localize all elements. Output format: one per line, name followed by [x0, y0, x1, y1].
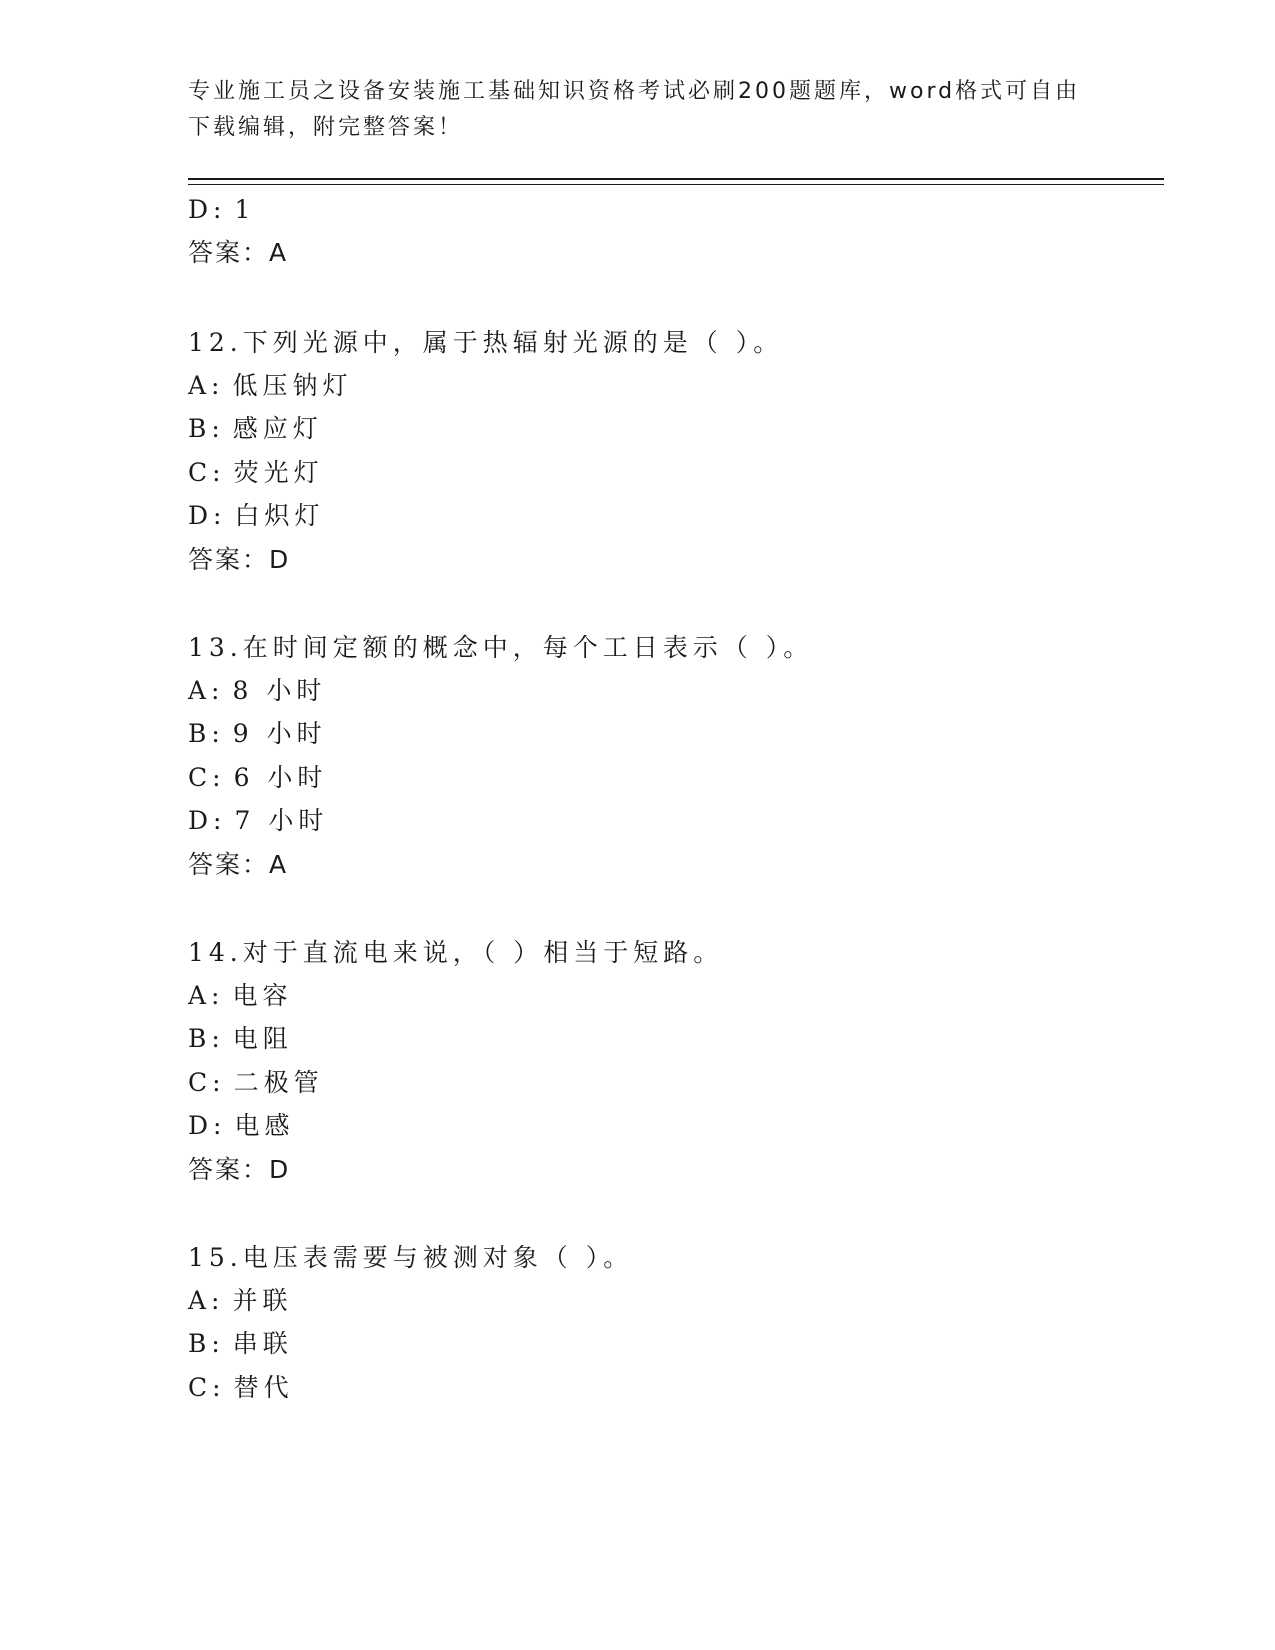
question-13-option-b: [188, 718, 327, 750]
option-text: 9 小时: [232, 719, 327, 748]
document-header: [188, 74, 1088, 146]
option-text: 6 小时: [233, 763, 328, 792]
option-label: C:: [188, 1068, 226, 1097]
option-label: A:: [188, 371, 225, 400]
question-12-answer: 答案：D: [188, 545, 291, 574]
option-label: B:: [188, 1329, 225, 1358]
option-text: 8 小时: [232, 676, 327, 705]
option-text: 并联: [232, 1286, 293, 1315]
question-14-option-a: [188, 980, 293, 1012]
question-12-option-d: [188, 500, 324, 532]
option-label: C:: [188, 1373, 226, 1402]
option-text: 1: [234, 195, 256, 224]
question-13-option-d: [188, 805, 328, 837]
option-label: D:: [188, 806, 227, 835]
carryover-option-d: [188, 194, 255, 226]
header-rule-thin: [188, 184, 1164, 185]
question-12-option-b: [188, 413, 323, 445]
question-15-option-c: [188, 1372, 294, 1404]
option-label: A:: [188, 1286, 225, 1315]
question-14-stem: 14.对于直流电来说，（ ）相当于短路。: [188, 938, 724, 967]
option-label: B:: [188, 1024, 225, 1053]
option-label: A:: [188, 981, 225, 1010]
header-line-2: 下载编辑，附完整答案！: [188, 115, 464, 140]
option-text: 感应灯: [232, 414, 323, 443]
option-text: 串联: [232, 1329, 293, 1358]
option-label: D:: [188, 195, 227, 224]
header-rule-thick: [188, 178, 1164, 180]
option-text: 低压钠灯: [232, 371, 353, 400]
question-15-option-b: [188, 1328, 293, 1360]
question-12-option-c: [188, 457, 324, 489]
question-15-option-a: [188, 1285, 293, 1317]
question-14-option-d: [188, 1110, 294, 1142]
option-text: 电阻: [232, 1024, 293, 1053]
question-15-stem: 15.电压表需要与被测对象（ ）。: [188, 1243, 634, 1272]
carryover-answer: 答案：A: [188, 238, 289, 267]
option-label: D:: [188, 501, 227, 530]
question-13-option-c: [188, 762, 327, 794]
option-text: 二极管: [233, 1068, 324, 1097]
question-14-option-b: [188, 1023, 293, 1055]
option-label: B:: [188, 719, 225, 748]
question-13-option-a: [188, 675, 326, 707]
question-12-stem: 12.下列光源中，属于热辐射光源的是（ ）。: [188, 328, 784, 357]
header-line-1: 专业施工员之设备安装施工基础知识资格考试必刷200题题库，word格式可自由: [188, 79, 1081, 104]
question-14-option-c: [188, 1067, 324, 1099]
option-text: 白炽灯: [234, 501, 325, 530]
option-label: A:: [188, 676, 225, 705]
option-text: 电感: [234, 1111, 295, 1140]
option-text: 荧光灯: [233, 458, 324, 487]
option-text: 7 小时: [234, 806, 329, 835]
option-label: B:: [188, 414, 225, 443]
question-13-stem: 13.在时间定额的概念中，每个工日表示（ ）。: [188, 633, 814, 662]
option-text: 电容: [232, 981, 293, 1010]
question-12-option-a: [188, 370, 353, 402]
option-label: D:: [188, 1111, 227, 1140]
question-13-answer: 答案：A: [188, 850, 289, 879]
option-text: 替代: [233, 1373, 294, 1402]
option-label: C:: [188, 763, 226, 792]
option-label: C:: [188, 458, 226, 487]
question-14-answer: 答案：D: [188, 1155, 291, 1184]
